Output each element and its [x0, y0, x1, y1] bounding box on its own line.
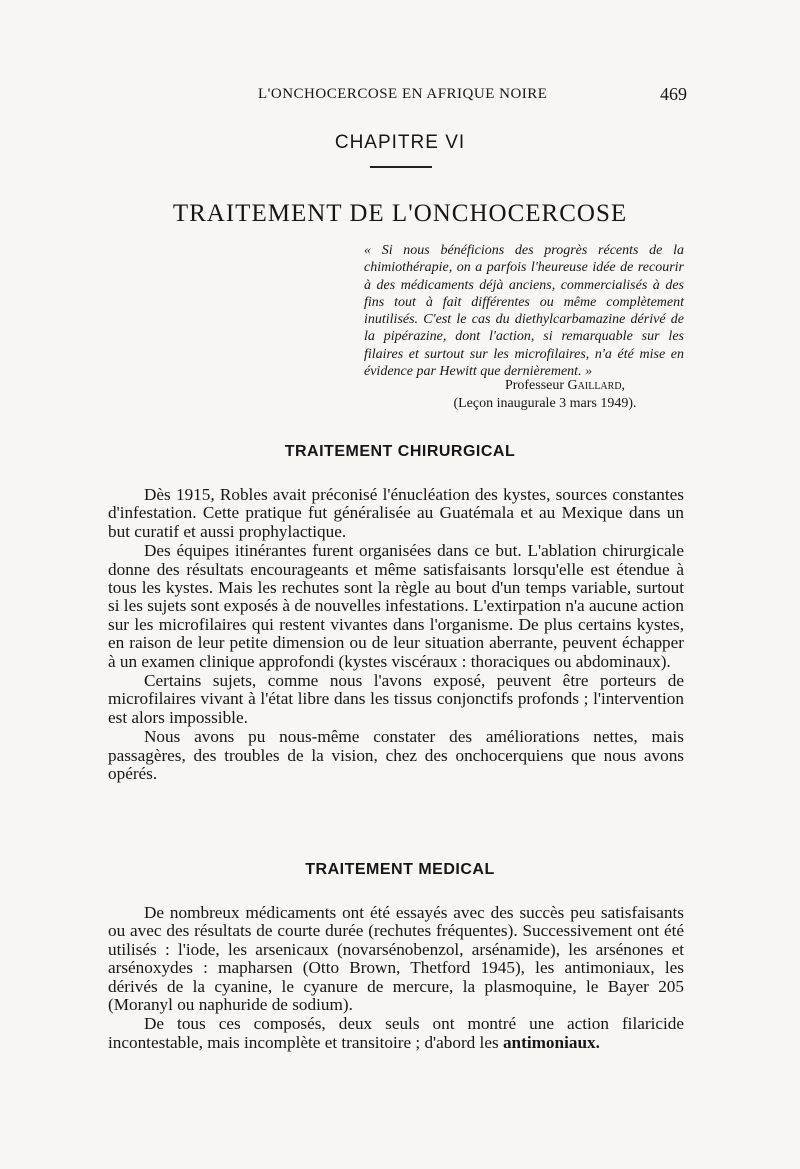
paragraph: Dès 1915, Robles avait préconisé l'énucléation des kystes, sources constantes d'infestation. Cette pratique fut généralisée au Guatémala et au Mexique dans un but curatif et aussi prophylactique. — [108, 485, 684, 541]
chapter-title: TRAITEMENT DE L'ONCHOCERCOSE — [172, 200, 628, 227]
epigraph-author — [390, 378, 710, 394]
epigraph-source: (Leçon inaugurale 3 mars 1949). — [453, 396, 637, 411]
running-title: L'ONCHOCERCOSE EN AFRIQUE NOIRE — [258, 86, 548, 102]
section-body-chirurgical — [108, 486, 684, 784]
epigraph-author-name: Gaillard, — [567, 378, 626, 393]
paragraph: Des équipes itinérantes furent organisées dans ce but. L'ablation chirurgicale donne des résultats encourageants et même satisfaisants lorsqu'elle est étendue à tous les kystes. Mais les rechutes sont la règle au bout d'un temps variable, surtout si les sujets sont exposés à de nouvelles infestations. L'extirpation n'a aucune action sur les microfilaires qui restent vivantes dans l'organisme. De plus certains kystes, en raison de leur petite dimension ou de leur situation aberrante, peuvent échapper à un examen clinique approfondi (kystes viscéraux : thoraciques ou abdominaux). — [108, 541, 684, 671]
paragraph: Certains sujets, comme nous l'avons exposé, peuvent être porteurs de microfilaires vivant à l'état libre dans les tissus conjonctifs profonds ; l'intervention est alors impossible. — [108, 671, 684, 727]
chapter-label: CHAPITRE VI — [334, 132, 466, 153]
paragraph: De nombreux médicaments ont été essayés avec des succès peu satisfaisants ou avec des résultats de courte durée (rechutes fréquentes). Successivement ont été utilisés : l'iode, les arsenicaux (novarsénobenzol, arsénamide), les arsénones et arsénoxydes : mapharsen (Otto Brown, Thetford 1945), les antimoniaux, les dérivés de la cyanine, le cyanure de mercure, la plasmoquine, le Bayer 205 (Moranyl ou naphuride de sodium). — [108, 903, 684, 1015]
epigraph-quote: « Si nous bénéficions des progrès récents de la chimiothérapie, on a parfois l'heureuse idée de recourir à des médicaments déjà anciens, commercialisés à des fins tout à fait différentes ou même complètement inutilisés. C'est le cas du diethylcarbamazine dérivé de la pipérazine, dont l'action, si remarquable sur les filaires et surtout sur les microfilaires, n'a été mise en évidence par Hewitt que dernièrement. » — [364, 243, 684, 380]
section-heading-medical: TRAITEMENT MEDICAL — [305, 861, 495, 878]
chapter-rule — [370, 166, 432, 168]
paragraph — [108, 1015, 684, 1052]
running-header — [0, 86, 800, 110]
page-number: 469 — [660, 84, 687, 104]
paragraph-text: De tous ces composés, deux seuls ont montré une action filaricide incontestable, mais incomplète et transitoire ; d'abord les — [108, 1014, 684, 1052]
epigraph-author-prefix: Professeur — [504, 378, 565, 393]
section-heading-chirurgical: TRAITEMENT CHIRURGICAL — [284, 443, 516, 460]
paragraph: Nous avons pu nous-même constater des améliorations nettes, mais passagères, des troubles de la vision, chez des onchocerquiens que nous avons opérés. — [108, 727, 684, 784]
section-body-medical — [108, 904, 684, 1052]
bold-term: antimoniaux. — [502, 1032, 600, 1052]
